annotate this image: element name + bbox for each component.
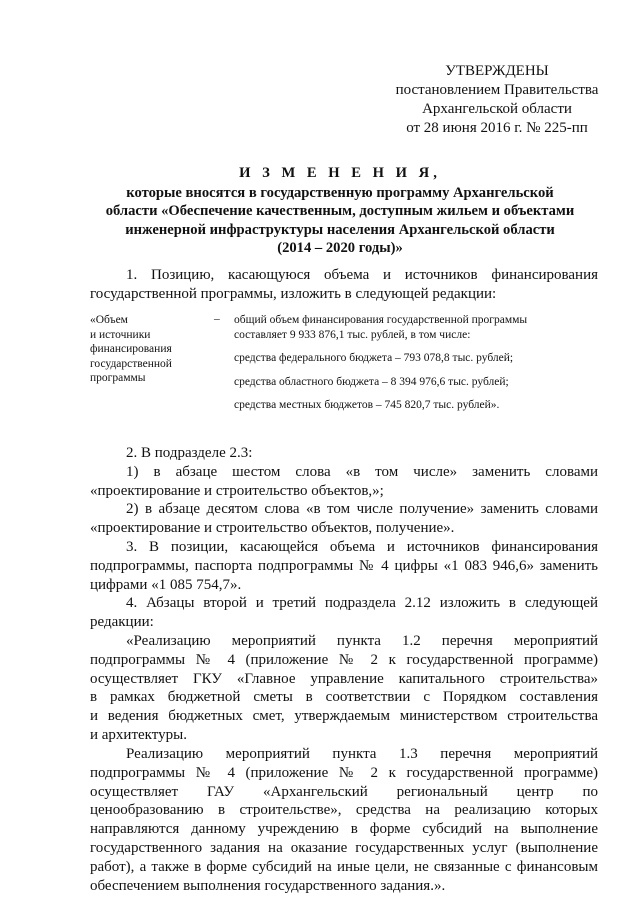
paragraph-line: и архитектуры.: [90, 726, 187, 743]
title-heading: И З М Е Н Е Н И Я,: [239, 165, 441, 181]
passport-label-line: программы: [90, 372, 146, 384]
approval-block: [378, 62, 616, 138]
passport-value-line: средства федерального бюджета – 793 078,8 тыс. рублей;: [234, 352, 514, 364]
paragraph-line: Реализацию мероприятий пункта 1.3 перечня мероприятий: [126, 746, 598, 762]
approval-line: Архангельской области: [422, 101, 572, 117]
quoted-paragraph-1: [90, 632, 598, 745]
item-2-line: 1) в абзаце шестом слова «в том числе» заменить словами: [126, 463, 598, 480]
passport-value-line: средства местных бюджетов – 745 820,7 тыс. рублей».: [234, 399, 500, 411]
approval-title: УТВЕРЖДЕНЫ: [445, 63, 549, 79]
paragraph-line: осуществляет ГКУ «Главное управление капитального строительства»: [90, 670, 598, 687]
paragraph-line: «Реализацию мероприятий пункта 1.2 перечня мероприятий: [126, 633, 598, 649]
item-3-line: 3. В позиции, касающейся объема и источников финансирования: [126, 539, 598, 555]
item-4-line: 4. Абзацы второй и третий подраздела 2.12 изложить в следующей: [126, 595, 598, 611]
paragraph-line: подпрограммы № 4 (приложение № 2 к государственной программе): [90, 764, 598, 781]
paragraph-line: обеспечением выполнения государственного задания.».: [90, 877, 446, 894]
paragraph-line: государственного задания на оказание государственных услуг (выполнение: [90, 839, 598, 856]
item-1: [90, 266, 598, 304]
passport-label-line: финансирования: [90, 343, 172, 355]
item-3: [90, 538, 598, 594]
item-1-line: государственной программы, изложить в следующей редакции:: [90, 285, 497, 302]
paragraph-line: и ведения бюджетных смет, утверждаемым министерством строительства: [90, 708, 598, 725]
passport-label: [90, 313, 220, 386]
document-title: [80, 164, 600, 258]
paragraph-line: в рамках бюджетной сметы в соответствии с Порядком составления: [90, 689, 598, 706]
title-line: инженерной инфраструктуры населения Архангельской области: [125, 221, 555, 238]
passport-label-line: «Объем: [90, 314, 128, 326]
passport-value-line: общий объем финансирования государственной программы: [234, 314, 528, 326]
passport-label-line: государственной: [90, 357, 172, 370]
item-4: [90, 594, 598, 632]
paragraph-line: работ), а также в форме субсидий на иные цели, не связанные с финансовым: [90, 858, 598, 875]
item-2: [90, 444, 598, 538]
title-line: которые вносятся в государственную программу Архангельской: [126, 184, 554, 201]
paragraph-line: направляются данному учреждению в форме субсидий на выполнение: [90, 821, 598, 838]
item-4-line: редакции:: [90, 613, 154, 630]
passport-value: [234, 313, 604, 413]
passport-value-line: составляет 9 933 876,1 тыс. рублей, в том числе:: [234, 328, 471, 341]
approval-date: от 28 июня 2016 г. № 225-пп: [406, 120, 588, 136]
item-2-line: «проектирование и строительство объектов,»;: [90, 482, 384, 499]
item-2-line: «проектирование и строительство объектов, получение».: [90, 520, 455, 537]
item-1-line: 1. Позицию, касающуюся объема и источников финансирования: [126, 267, 598, 283]
passport-value-line: средства областного бюджета – 8 394 976,6 тыс. рублей;: [234, 375, 509, 388]
item-2-line: 2) в абзаце десятом слова «в том числе получение» заменить словами: [126, 501, 598, 518]
paragraph-line: подпрограммы № 4 (приложение № 2 к государственной программе): [90, 651, 598, 668]
approval-line: постановлением Правительства: [395, 82, 599, 98]
item-3-line: подпрограммы, паспорта подпрограммы № 4 цифры «1 083 946,6» заменить: [90, 557, 598, 574]
item-3-line: цифрами «1 085 754,7».: [90, 576, 242, 593]
passport-label-line: и источники: [90, 328, 151, 341]
quoted-paragraph-2: [90, 745, 598, 895]
item-2-heading: 2. В подразделе 2.3:: [126, 445, 253, 461]
paragraph-line: осуществляет ГАУ «Архангельский региональный центр по: [90, 783, 598, 800]
title-line: (2014 – 2020 годы)»: [277, 240, 403, 257]
passport-dash: –: [214, 313, 220, 325]
title-line: области «Обеспечение качественным, доступным жильем и объектами: [105, 203, 575, 220]
paragraph-line: ценообразованию в строительстве», средства на реализацию которых: [90, 802, 598, 819]
